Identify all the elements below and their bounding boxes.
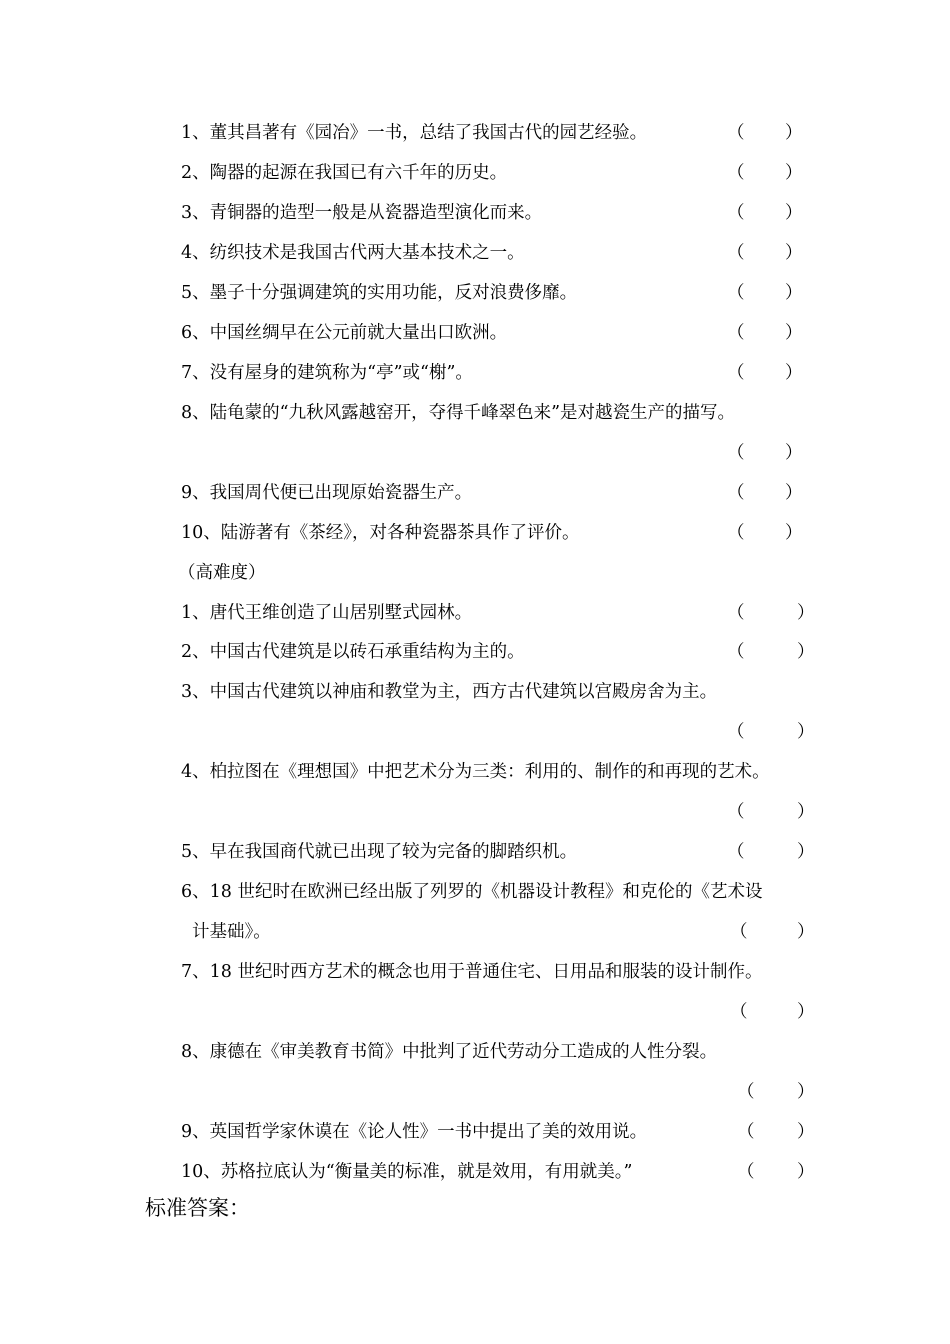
hard-question-4: 4、柏拉图在《理想国》中把艺术分为三类：利用的、制作的和再现的艺术。 bbox=[181, 762, 770, 782]
hard-question-2: 2、中国古代建筑是以砖石承重结构为主的。 bbox=[181, 642, 525, 662]
question-10: 10、陆游著有《茶经》，对各种瓷器茶具作了评价。 bbox=[181, 523, 580, 543]
hard-question-8: 8、康德在《审美教育书简》中批判了近代劳动分工造成的人性分裂。 bbox=[181, 1042, 718, 1062]
hard-question-10: 10、苏格拉底认为“衡量美的标准，就是效用，有用就美。” bbox=[181, 1162, 633, 1182]
question-6: 6、中国丝绸早在公元前就大量出口欧洲。 bbox=[181, 323, 508, 343]
hard-question-5: 5、早在我国商代就已出现了较为完备的脚踏织机。 bbox=[181, 842, 578, 862]
section-label: （高难度） bbox=[178, 563, 266, 583]
question-3: 3、青铜器的造型一般是从瓷器造型演化而来。 bbox=[181, 203, 543, 223]
hard-question-6-continuation: 计基础》。 bbox=[192, 922, 271, 942]
question-8: 8、陆龟蒙的“九秋风露越窑开，夺得千峰翠色来”是对越瓷生产的描写。 bbox=[181, 403, 736, 423]
question-7: 7、没有屋身的建筑称为“亭”或“榭”。 bbox=[181, 363, 473, 383]
hard-question-9: 9、英国哲学家休谟在《论人性》一书中提出了美的效用说。 bbox=[181, 1122, 648, 1142]
hard-question-3: 3、中国古代建筑以神庙和教堂为主，西方古代建筑以宫殿房舍为主。 bbox=[181, 682, 718, 702]
question-1: 1、董其昌著有《园冶》一书，总结了我国古代的园艺经验。 bbox=[181, 123, 648, 143]
question-4: 4、纺织技术是我国古代两大基本技术之一。 bbox=[181, 243, 525, 263]
document-page: 1、董其昌著有《园冶》一书，总结了我国古代的园艺经验。 （ ） 2、陶器的起源在我国已有六千年的历史。 （ ） 3、青铜器的造型一般是从瓷器造型演化而来。 （ ） 4、纺织技术是我国古代两大基本技术之一。 （ ） 5、墨子十分强调建筑的实用功能，反对浪费侈靡。 （ ） 6、中国丝绸早在公元前就大量出口欧洲。 （ ） 7、没有屋身的建筑称为“亭”或“榭”。 （ ） 8、陆龟蒙的“九秋风露越窑开，夺得千峰翠色来”是对越瓷生产的描写。 （ ） 9、我国周代便已出现原始瓷器生产。 （ ） 10、陆游著有《茶经》，对各种瓷器茶具作了评价。 （ ） （高难度） 1、唐代王维创造了山居别墅式园林。 （ ） 2、中国古代建筑是以砖石承重结构为主的。 （ ） 3、中国古代建筑以神庙和教堂为主，西方古代建筑以宫殿房舍为主。 （ ） 4、柏拉图在《理想国》中把艺术分为三类：利用的、制作的和再现的艺术。 （ ） 5、早在我国商代就已出现了较为完备的脚踏织机。 （ ） 6、18 世纪时在欧洲已经出版了列罗的《机器设计教程》和克伦的《艺术设 计基础》。 （ ） 7、18 世纪时西方艺术的概念也用于普通住宅、日用品和服装的设计制作。 （ ） 8、康德在《审美教育书简》中批判了近代劳动分工造成的人性分裂。 （ ） 9、英国哲学家休谟在《论人性》一书中提出了美的效用说。 （ ） 10、苏格拉底认为“衡量美的标准，就是效用，有用就美。” （ ） 标准答案： bbox=[145, 123, 815, 1220]
hard-question-7: 7、18 世纪时西方艺术的概念也用于普通住宅、日用品和服装的设计制作。 bbox=[181, 962, 763, 982]
hard-question-1: 1、唐代王维创造了山居别墅式园林。 bbox=[181, 603, 473, 623]
question-9: 9、我国周代便已出现原始瓷器生产。 bbox=[181, 483, 473, 503]
hard-question-6: 6、18 世纪时在欧洲已经出版了列罗的《机器设计教程》和克伦的《艺术设 bbox=[181, 882, 763, 902]
answer-heading: 标准答案： bbox=[145, 1196, 250, 1220]
question-5: 5、墨子十分强调建筑的实用功能，反对浪费侈靡。 bbox=[181, 283, 578, 303]
question-2: 2、陶器的起源在我国已有六千年的历史。 bbox=[181, 163, 508, 183]
